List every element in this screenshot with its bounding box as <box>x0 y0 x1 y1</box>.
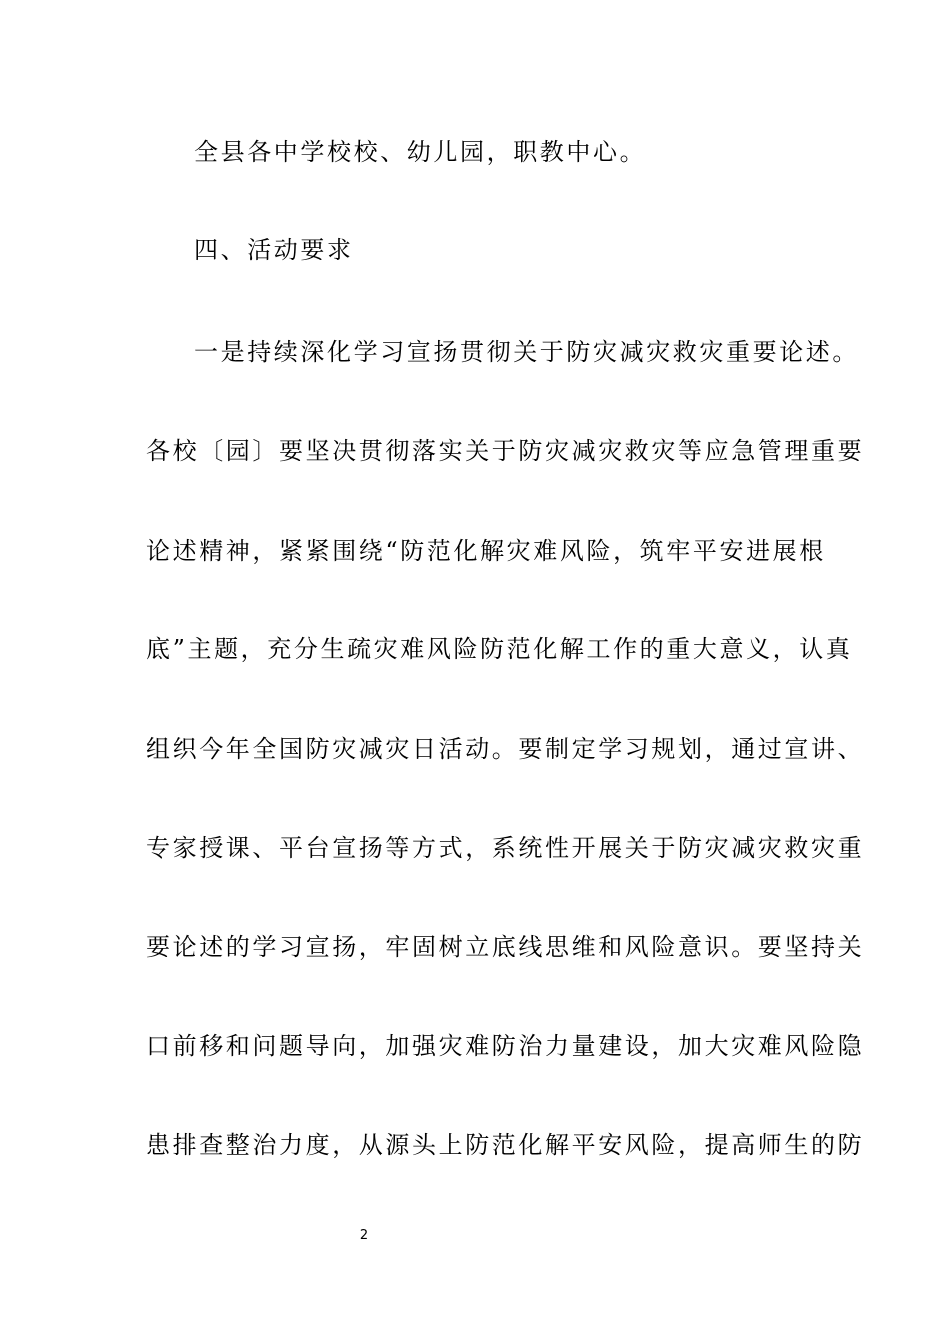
paragraph-line-7: 组织今年全国防灾减灾日活动。要制定学习规划，通过宣讲、 <box>146 735 865 763</box>
paragraph-line-5: 论述精神，紧紧围绕“防范化解灾难风险，筑牢平安进展根 <box>146 537 826 565</box>
paragraph-line-9: 要论述的学习宣扬，牢固树立底线思维和风险意识。要坚持关 <box>146 933 865 961</box>
paragraph-line-10: 口前移和问题导向，加强灾难防治力量建设，加大灾难风险隐 <box>146 1032 865 1060</box>
section-heading: 四、活动要求 <box>194 236 354 264</box>
paragraph-line-3: 一是持续深化学习宣扬贯彻关于防灾减灾救灾重要论述。 <box>194 338 859 366</box>
paragraph-line-11: 患排查整治力度，从源头上防范化解平安风险，提高师生的防 <box>146 1131 865 1159</box>
paragraph-line-6: 底”主题，充分生疏灾难风险防范化解工作的重大意义，认真 <box>146 635 853 663</box>
page-number: 2 <box>359 1228 369 1243</box>
paragraph-line-1: 全县各中学校校、幼儿园，职教中心。 <box>194 138 647 166</box>
paragraph-line-8: 专家授课、平台宣扬等方式，系统性开展关于防灾减灾救灾重 <box>146 834 865 862</box>
paragraph-line-4: 各校〔园〕要坚决贯彻落实关于防灾减灾救灾等应急管理重要 <box>146 437 865 465</box>
